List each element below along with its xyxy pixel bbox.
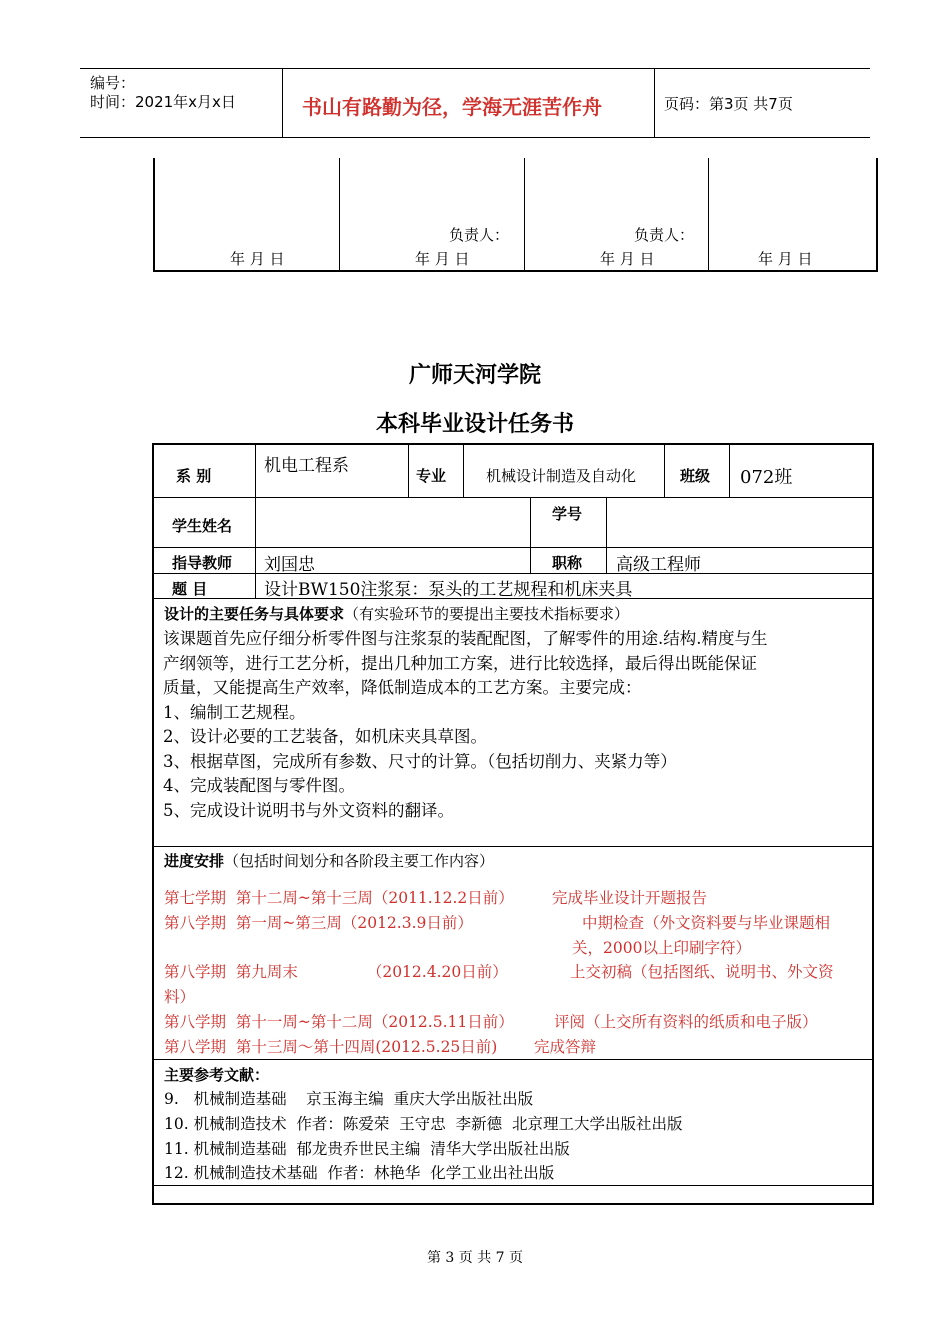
tasks-heading [164,603,629,624]
schedule-row [164,886,869,911]
task-table [152,443,874,1205]
reference-item: 9. 机械制造基础 京玉海主编 重庆大学出版社出版 [164,1090,534,1108]
topic-value: 设计BW150注浆泵：泵头的工艺规程和机床夹具 [264,580,633,600]
class-value: 072班 [740,467,793,488]
date-label: 年 月 日 [600,250,655,268]
schedule-task: 上交初稿（包括图纸、说明书、外文资 [570,963,834,982]
reference-item: 11. 机械制造基础 郁龙贵乔世民主编 清华大学出版社出版 [164,1139,570,1158]
signature-col-2 [339,158,525,270]
school-name: 广师天河学院 [408,363,541,388]
header-meta-cell [80,69,283,137]
task-line: 2、设计必要的工艺装备，如机床夹具草图。 [163,727,487,746]
schedule-task: 中期检查（外文资料要与毕业课题相 [582,913,831,932]
dept-label: 系 别 [176,467,212,485]
motto: 书山有路勤为径，学海无涯苦作舟 [302,95,602,119]
header-page-cell [654,69,870,137]
tasks-heading-title: 设计的主要任务与具体要求 [164,605,345,623]
signature-col-4 [708,158,874,270]
references-list [164,1087,869,1186]
page-footer: 第 3 页 共 7 页 [426,1250,524,1266]
schedule-task: 完成毕业设计开题报告 [552,889,708,907]
schedule-heading [164,850,494,871]
task-line: 质量，又能提高生产效率，降低制造成本的工艺方案。主要完成： [163,678,642,697]
schedule-row [164,985,869,1010]
tasks-heading-note: （有实验环节的要提出主要技术指标要求） [344,605,630,623]
references-heading: 主要参考文献： [164,1066,270,1084]
task-line: 4、完成装配图与零件图。 [163,776,355,795]
topic-label: 题 目 [172,580,208,598]
rank-label: 职称 [552,554,583,572]
schedule-period: 第八学期 第九周末 （2012.4.20日前） [164,963,508,982]
responsible-label: 负责人： [449,226,510,244]
schedule-period: 料） [164,988,196,1007]
schedule-period: 第八学期 第一周~第三周（2012.3.9日前） [164,913,473,932]
task-line: 1、编制工艺规程。 [163,702,306,722]
student-name-label: 学生姓名 [172,517,233,535]
major-value: 机械设计制造及自动化 [486,467,637,485]
dept-value: 机电工程系 [264,456,349,476]
signature-col-3 [524,158,709,270]
signature-block [153,158,878,272]
time-label: 时间：2021年x月x日 [90,93,236,111]
rank-value: 高级工程师 [616,555,701,575]
serial-label: 编号： [90,74,136,92]
header-motto-cell [282,69,655,137]
schedule-row [164,960,869,985]
schedule-row [164,1010,869,1035]
date-label: 年 月 日 [758,250,813,268]
date-label: 年 月 日 [230,250,285,268]
tasks-body [163,627,868,823]
reference-item: 10. 机械制造技术 作者：陈爱荣 王守忠 李新德 北京理工大学出版社出版 [164,1114,683,1133]
task-line: 该课题首先应仔细分析零件图与注浆泵的装配配图，了解零件的用途.结构.精度与生 [163,629,768,648]
task-line: 5、完成设计说明书与外文资料的翻译。 [163,800,454,820]
page-header [80,68,870,138]
class-label: 班级 [680,467,711,485]
task-line: 产纲领等，进行工艺分析，提出几种加工方案，进行比较选择，最后得出既能保证 [163,653,757,673]
schedule-heading-title: 进度安排 [164,852,225,870]
schedule-period: 第八学期 第十三周～第十四周(2012.5.25日前) [164,1037,498,1056]
schedule-period: 第七学期 第十二周~第十三周（2011.12.2日前） [164,889,514,907]
schedule-row [164,1035,869,1060]
task-line: 3、根据草图，完成所有参数、尺寸的计算。（包括切削力、夹紧力等） [163,751,677,771]
schedule-task: 评阅（上交所有资料的纸质和电子版） [554,1013,818,1031]
reference-item: 12. 机械制造技术基础 作者：林艳华 化学工业出社出版 [164,1164,555,1183]
schedule-heading-note: （包括时间划分和各阶段主要工作内容） [224,852,495,870]
student-id-label: 学号 [552,505,583,523]
schedule-task: 关，2000以上印刷字符） [572,938,751,957]
schedule-period: 第八学期 第十一周~第十二周（2012.5.11日前） [164,1013,514,1031]
responsible-label: 负责人： [634,226,695,244]
date-label: 年 月 日 [415,250,470,268]
teacher-label: 指导教师 [172,554,233,572]
page-info: 页码：第3页 共7页 [664,95,793,113]
schedule-task: 完成答辩 [534,1037,597,1056]
schedule-row [164,936,869,961]
signature-col-1 [155,158,340,270]
major-label: 专业 [416,467,447,485]
teacher-value: 刘国忠 [264,555,315,575]
document-title: 本科毕业设计任务书 [375,412,574,437]
schedule-row [164,911,869,936]
